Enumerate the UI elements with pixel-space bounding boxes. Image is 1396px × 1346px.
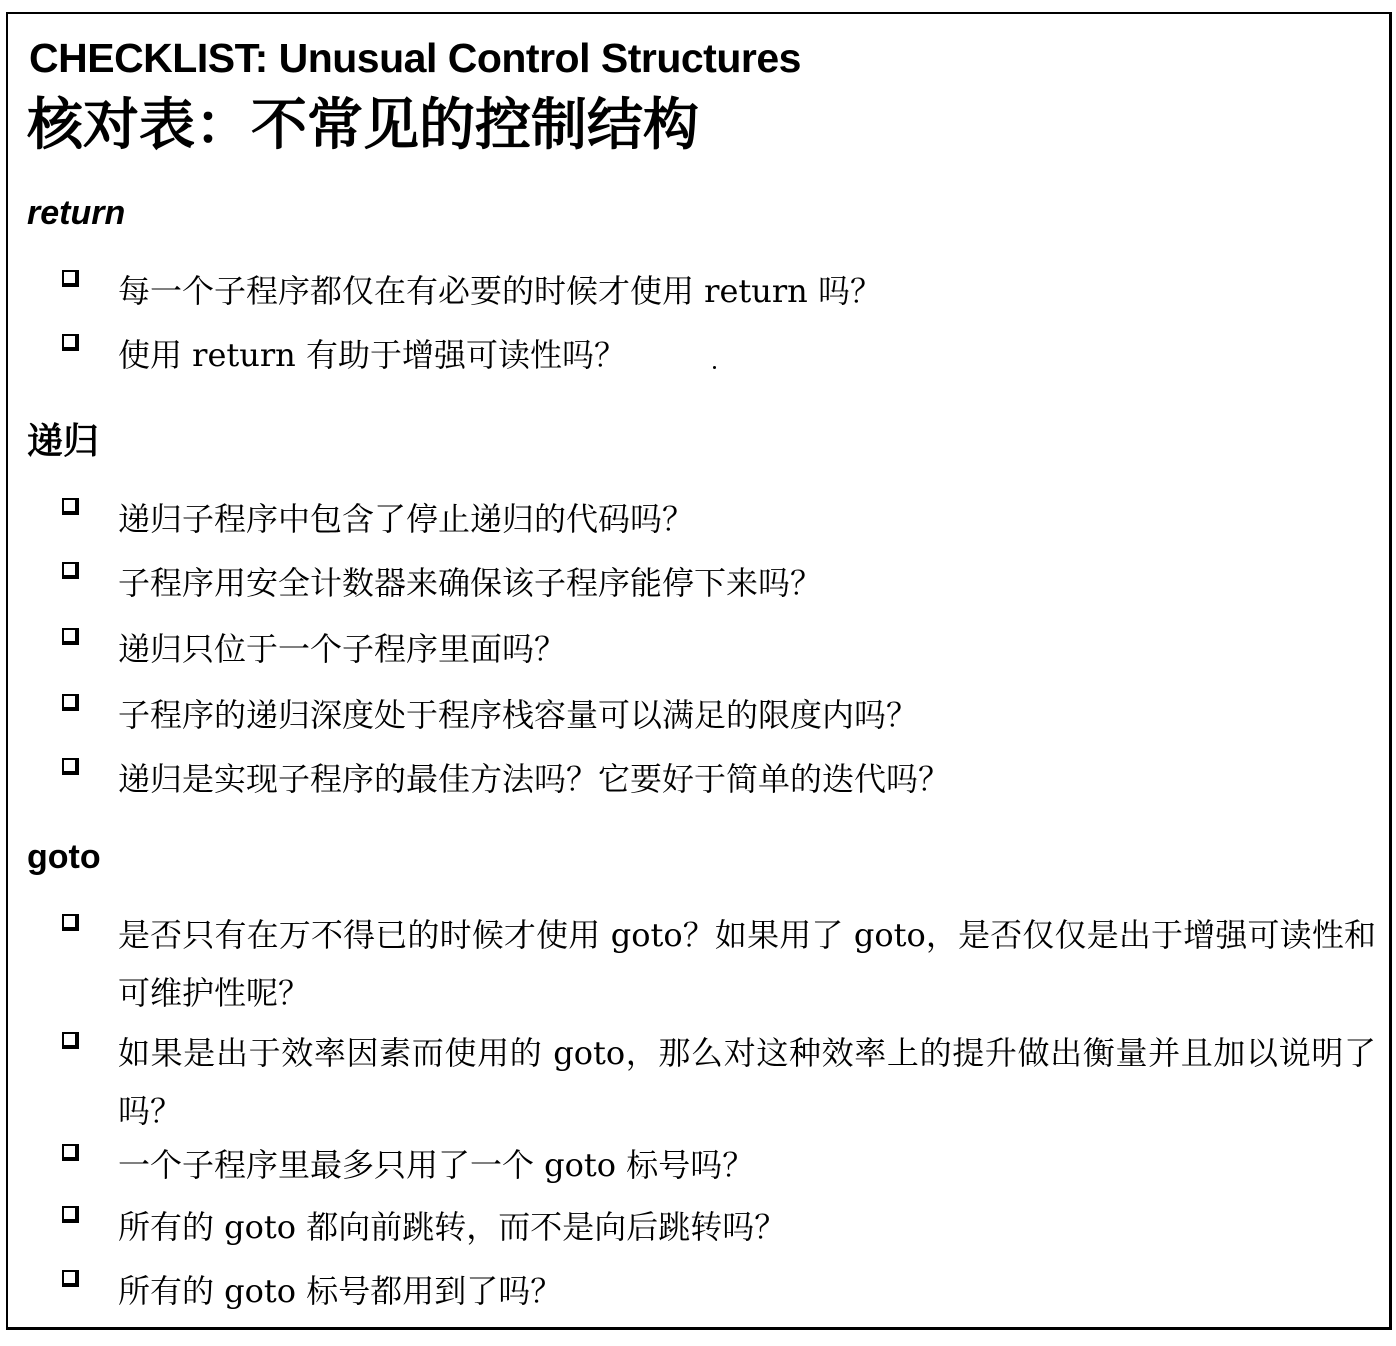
checkbox[interactable] bbox=[62, 758, 79, 775]
checkbox[interactable] bbox=[62, 1206, 79, 1223]
checklist-item-text: 递归子程序中包含了停止递归的代码吗？ bbox=[118, 500, 695, 538]
section-heading-return: return bbox=[27, 194, 126, 232]
checklist-title-chinese: 核对表：不常见的控制结构 bbox=[27, 93, 699, 158]
checklist-item-text: 所有的 goto 都向前跳转，而不是向后跳转吗？ bbox=[118, 1208, 787, 1246]
checklist-item-text: 一个子程序里最多只用了一个 goto 标号吗？ bbox=[118, 1146, 755, 1184]
checklist-item-text: 所有的 goto 标号都用到了吗？ bbox=[118, 1272, 563, 1310]
checklist-item-text: 使用 return 有助于增强可读性吗？ bbox=[118, 336, 626, 374]
checkbox[interactable] bbox=[62, 628, 79, 645]
checklist-item-text: 递归是实现子程序的最佳方法吗？它要好于简单的迭代吗？ bbox=[118, 760, 951, 798]
checklist-item-text: 子程序用安全计数器来确保该子程序能停下来吗？ bbox=[118, 564, 823, 602]
stray-dot bbox=[713, 366, 716, 369]
checklist-item-text: 如果是出于效率因素而使用的 goto，那么对这种效率上的提升做出衡量并且加以说明了吗？ bbox=[118, 1034, 1376, 1130]
checkbox[interactable] bbox=[62, 694, 79, 711]
checklist-item-text: 每一个子程序都仅在有必要的时候才使用 return 吗？ bbox=[118, 272, 882, 310]
checkbox[interactable] bbox=[62, 1144, 79, 1161]
section-heading-goto: goto bbox=[27, 838, 101, 876]
checklist-item-text: 是否只有在万不得已的时候才使用 goto？如果用了 goto，是否仅仅是出于增强可读性和可维护性呢？ bbox=[118, 916, 1376, 1012]
checkbox[interactable] bbox=[62, 270, 79, 287]
checkbox[interactable] bbox=[62, 334, 79, 351]
checkbox[interactable] bbox=[62, 1270, 79, 1287]
section-heading-recursion: 递归 bbox=[27, 421, 100, 462]
checkbox[interactable] bbox=[62, 914, 79, 931]
checklist-item-text: 递归只位于一个子程序里面吗？ bbox=[118, 630, 567, 668]
checkbox[interactable] bbox=[62, 1032, 79, 1049]
checklist-item-text: 子程序的递归深度处于程序栈容量可以满足的限度内吗？ bbox=[118, 696, 919, 734]
checklist-title-english: CHECKLIST: Unusual Control Structures bbox=[29, 35, 801, 81]
checkbox[interactable] bbox=[62, 562, 79, 579]
checkbox[interactable] bbox=[62, 498, 79, 515]
